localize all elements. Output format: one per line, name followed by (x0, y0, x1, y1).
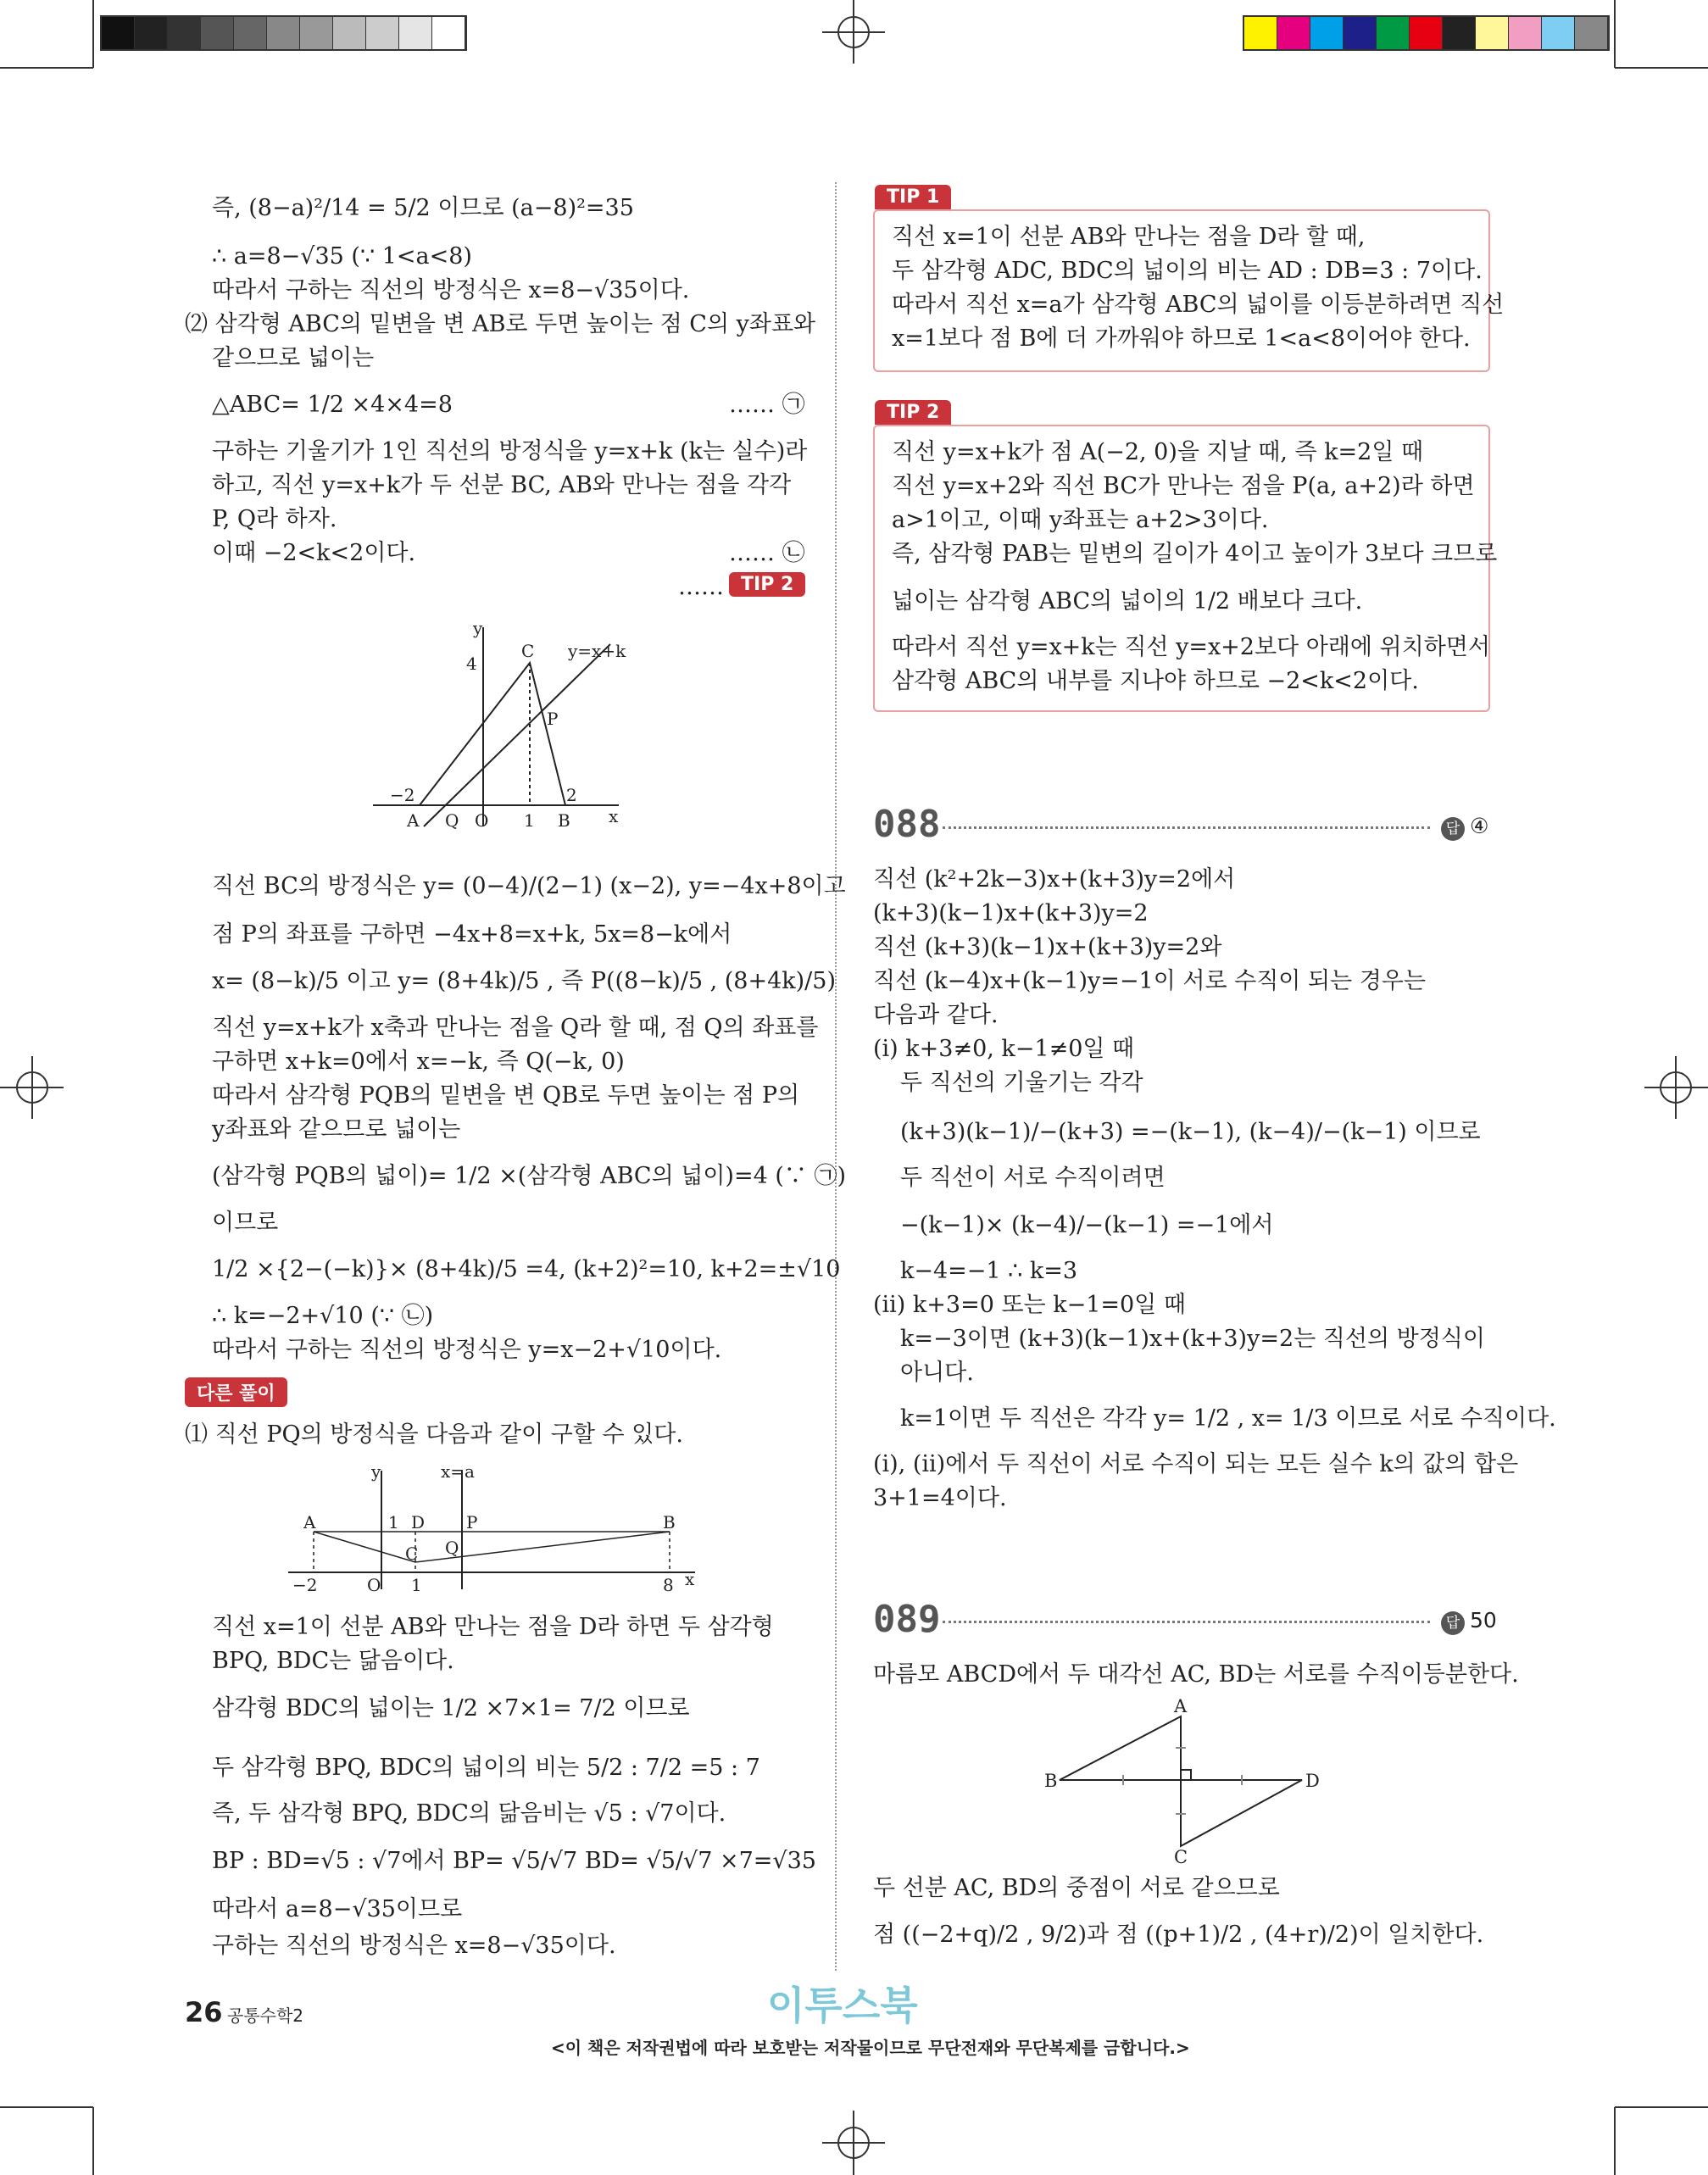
text-line: (ⅱ) k+3=0 또는 k−1=0일 때 (873, 1292, 1186, 1318)
answer-value: ④ (1470, 814, 1489, 838)
tip2-line: 넓이는 삼각형 ABC의 넓이의 1/2 배보다 크다. (892, 588, 1363, 615)
graph2-one: 1 (411, 1575, 422, 1594)
alt-solution-badge: 다른 풀이 (185, 1377, 287, 1407)
graph2-one-top: 1 (388, 1512, 399, 1533)
graph1-y: y (473, 619, 483, 638)
graph1-C: C (521, 641, 535, 661)
text-line: BPQ, BDC는 닮음이다. (212, 1648, 454, 1674)
tip2-line: 삼각형 ABC의 내부를 지나야 하므로 −2<k<2이다. (892, 668, 1419, 694)
copyright-notice: <이 책은 저작권법에 따라 보호받는 저작물이므로 무단전재와 무단복제를 금합니다.> (551, 2038, 1190, 2058)
text-line: k−4=−1 ∴ k=3 (900, 1258, 1078, 1284)
answer-mark-icon: 답 (1441, 817, 1465, 841)
rhombus-C: C (1174, 1847, 1188, 1865)
tip1-line: x=1보다 점 B에 더 가까워야 하므로 1<a<8이어야 한다. (892, 325, 1471, 352)
rhombus-diagram (1043, 1695, 1322, 1865)
rhombus-B: B (1044, 1771, 1058, 1791)
problem-088-answer (1441, 814, 1488, 841)
graph1-B: B (558, 810, 570, 831)
text-line: 두 선분 AC, BD의 중점이 서로 같으므로 (873, 1875, 1280, 1901)
problem-089-number: 089 (873, 1598, 941, 1641)
text-line: 직선 (k−4)x+(k−1)y=−1이 서로 수직이 되는 경우는 (873, 968, 1426, 994)
text-line: 같으므로 넓이는 (212, 345, 375, 371)
publisher-logo: 이투스북 (767, 1983, 918, 2028)
tip1-line: 따라서 직선 x=a가 삼각형 ABC의 넓이를 이등분하려면 직선 (892, 292, 1505, 318)
text-line: 두 삼각형 BPQ, BDC의 넓이의 비는 5/2 : 7/2 =5 : 7 (212, 1755, 760, 1781)
text-line: 직선 (k²+2k−3)x+(k+3)y=2에서 (873, 866, 1236, 893)
text-line: 즉, 두 삼각형 BPQ, BDC의 닮음비는 √5 : √7이다. (212, 1800, 726, 1827)
column-divider (835, 182, 837, 1971)
graph1-A: A (407, 810, 420, 831)
text-line: ⑴ 직선 PQ의 방정식을 다음과 같이 구할 수 있다. (185, 1421, 683, 1448)
text-line: −(k−1)× (k−4)/−(k−1) =−1에서 (900, 1212, 1274, 1238)
text-line: 따라서 구하는 직선의 방정식은 y=x−2+√10이다. (212, 1337, 722, 1363)
text-line: 3+1=4이다. (873, 1485, 1007, 1511)
graph2-B: B (663, 1512, 676, 1533)
marker-1: …… ㉠ (729, 392, 805, 418)
graph2-A: A (303, 1512, 316, 1533)
graph1-m2: −2 (390, 785, 415, 805)
text-line: 마름모 ABCD에서 두 대각선 AC, BD는 서로를 수직이등분한다. (873, 1661, 1519, 1688)
tip2-line: 직선 y=x+k가 점 A(−2, 0)을 지날 때, 즉 k=2일 때 (892, 439, 1424, 465)
rhombus-A: A (1174, 1696, 1188, 1716)
page-number: 26 (185, 1996, 223, 2028)
text-line: P, Q라 하자. (212, 506, 337, 532)
graph2-C: C (405, 1544, 419, 1564)
graph2-xa: x=a (441, 1462, 475, 1482)
problem-088-divider (943, 826, 1430, 829)
color-bar (1243, 15, 1610, 51)
text-line: x= (8−k)/5 이고 y= (8+4k)/5 , 즉 P((8−k)/5 , (8+4k)/5) (212, 968, 836, 994)
text-line: 1/2 ×{2−(−k)}× (8+4k)/5 =4, (k+2)²=10, k+2=±√10 (212, 1256, 841, 1282)
text-line: k=1이면 두 직선은 각각 y= 1/2 , x= 1/3 이므로 서로 수직이다. (900, 1405, 1556, 1432)
graph2-P: P (466, 1512, 478, 1533)
text-line: 두 직선의 기울기는 각각 (900, 1070, 1143, 1096)
graph2-x: x (685, 1569, 695, 1589)
answer-mark-icon: 답 (1441, 1611, 1465, 1635)
graph1-x: x (609, 806, 619, 826)
graph2-Q: Q (445, 1538, 459, 1558)
text-line: 점 P의 좌표를 구하면 −4x+8=x+k, 5x=8−k에서 (212, 921, 732, 948)
graph2-m2: −2 (292, 1575, 318, 1594)
text-line: 구하는 기울기가 1인 직선의 방정식을 y=x+k (k는 실수)라 (212, 438, 808, 464)
marker-3: …… (678, 574, 724, 600)
book-title: 공통수학2 (227, 2005, 304, 2026)
text-line: ∴ k=−2+√10 (∵ ㉡) (212, 1303, 434, 1329)
text-line: (k+3)(k−1)x+(k+3)y=2 (873, 900, 1149, 926)
text-line: 직선 (k+3)(k−1)x+(k+3)y=2와 (873, 934, 1222, 960)
text-line: 따라서 삼각형 PQB의 밑변을 변 QB로 두면 높이는 점 P의 (212, 1082, 800, 1109)
tip1-badge: TIP 1 (875, 185, 951, 209)
graph1-O: O (475, 810, 489, 831)
text-line: (삼각형 PQB의 넓이)= 1/2 ×(삼각형 ABC의 넓이)=4 (∵ ㉠) (212, 1163, 846, 1189)
text-line: 구하는 직선의 방정식은 x=8−√35이다. (212, 1933, 616, 1959)
text-line: 구하면 x+k=0에서 x=−k, 즉 Q(−k, 0) (212, 1049, 625, 1075)
tip2-line: 따라서 직선 y=x+k는 직선 y=x+2보다 아래에 위치하면서 (892, 634, 1490, 660)
text-line: 하고, 직선 y=x+k가 두 선분 BC, AB와 만나는 점을 각각 (212, 472, 792, 498)
text-line: 이때 −2<k<2이다. (212, 540, 416, 566)
graph1-P: P (547, 709, 559, 729)
text-line: y좌표와 같으므로 넓이는 (212, 1116, 461, 1143)
text-line: ⑵ 삼각형 ABC의 밑변을 변 AB로 두면 높이는 점 C의 y좌표와 (185, 311, 816, 337)
text-line: △ABC= 1/2 ×4×4=8 (212, 392, 453, 418)
graph2-O: O (367, 1575, 381, 1594)
text-line: (ⅰ), (ⅱ)에서 두 직선이 서로 수직이 되는 모든 실수 k의 값의 합은 (873, 1451, 1519, 1477)
triangle-graph (364, 619, 653, 831)
text-line: 아니다. (900, 1360, 974, 1386)
text-line: k=−3이면 (k+3)(k−1)x+(k+3)y=2는 직선의 방정식이 (900, 1326, 1485, 1352)
text-line: ∴ a=8−√35 (∵ 1<a<8) (212, 243, 472, 270)
text-line: 점 ((−2+q)/2 , 9/2)과 점 ((p+1)/2 , (4+r)/2)이 일치한다. (873, 1922, 1484, 1948)
text-line: 다음과 같다. (873, 1002, 999, 1028)
text-line: 직선 y=x+k가 x축과 만나는 점을 Q라 할 때, 점 Q의 좌표를 (212, 1015, 819, 1041)
tip2-badge: TIP 2 (875, 400, 951, 425)
grayscale-bar (100, 15, 467, 51)
graph2-eight: 8 (663, 1575, 674, 1594)
problem-089-answer (1441, 1608, 1497, 1635)
rhombus-D: D (1305, 1771, 1320, 1791)
graph2-y: y (371, 1462, 381, 1482)
text-line: (ⅰ) k+3≠0, k−1≠0일 때 (873, 1036, 1135, 1062)
text-line: 즉, (8−a)²/14 = 5/2 이므로 (a−8)²=35 (212, 195, 634, 221)
tip1-line: 직선 x=1이 선분 AB와 만나는 점을 D라 할 때, (892, 224, 1366, 250)
graph1-Q: Q (445, 810, 459, 831)
graph1-one: 1 (524, 810, 535, 831)
graph1-two: 2 (566, 785, 577, 805)
text-line: 따라서 구하는 직선의 방정식은 x=8−√35이다. (212, 277, 690, 303)
graph2-D: D (411, 1512, 426, 1533)
marker-2: …… ㉡ (729, 540, 805, 566)
tip2-line: 즉, 삼각형 PAB는 밑변의 길이가 4이고 높이가 3보다 크므로 (892, 541, 1498, 567)
tip2-line: 직선 y=x+2와 직선 BC가 만나는 점을 P(a, a+2)라 하면 (892, 473, 1475, 499)
line-graph (280, 1462, 704, 1594)
text-line: BP : BD=√5 : √7에서 BP= √5/√7 BD= √5/√7 ×7=√35 (212, 1848, 816, 1874)
problem-088-number: 088 (873, 803, 941, 846)
text-line: 직선 x=1이 선분 AB와 만나는 점을 D라 하면 두 삼각형 (212, 1614, 774, 1640)
tip2-ref-badge: TIP 2 (729, 572, 805, 597)
graph1-four: 4 (466, 654, 477, 674)
text-line: (k+3)(k−1)/−(k+3) =−(k−1), (k−4)/−(k−1) 이므로 (900, 1119, 1481, 1145)
graph1-line: y=x+k (568, 641, 626, 661)
text-line: 직선 BC의 방정식은 y= (0−4)/(2−1) (x−2), y=−4x+8이고 (212, 873, 846, 899)
text-line: 두 직선이 서로 수직이려면 (900, 1165, 1166, 1191)
text-line: 이므로 (212, 1210, 279, 1236)
text-line: 삼각형 BDC의 넓이는 1/2 ×7×1= 7/2 이므로 (212, 1695, 690, 1722)
tip1-line: 두 삼각형 ADC, BDC의 넓이의 비는 AD : DB=3 : 7이다. (892, 258, 1483, 284)
answer-value: 50 (1470, 1608, 1497, 1633)
problem-089-divider (943, 1621, 1430, 1623)
text-line: 따라서 a=8−√35이므로 (212, 1896, 463, 1922)
tip2-line: a>1이고, 이때 y좌표는 a+2>3이다. (892, 507, 1269, 533)
